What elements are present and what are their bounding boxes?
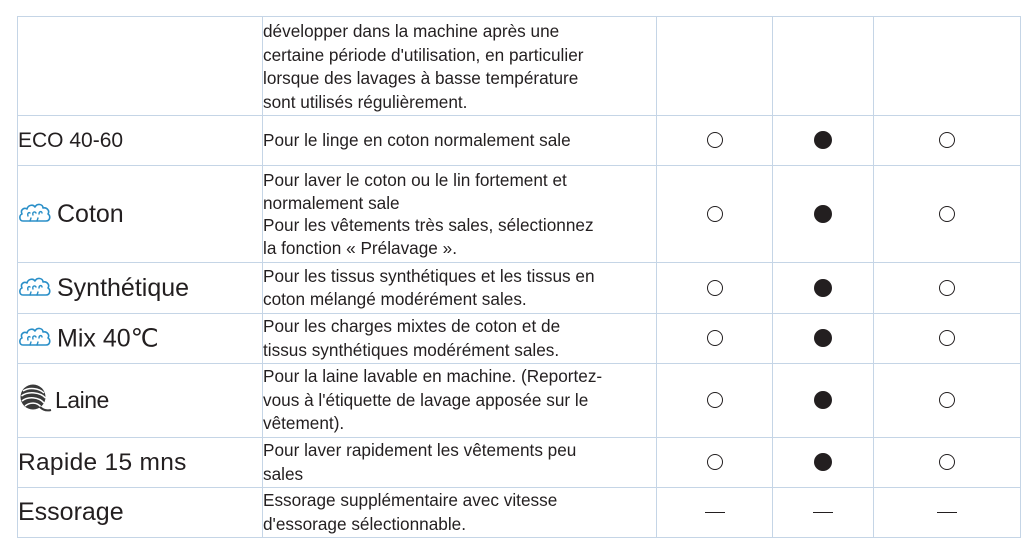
option-cell — [874, 488, 1021, 538]
table-row — [18, 17, 1021, 116]
program-description: Pour laver le coton ou le lin fortement et normalement sale Pour les vêtements très sales, sélectionnez la fonction « Prélavage ». — [263, 166, 657, 263]
option-cell — [657, 438, 773, 488]
open-circle-icon — [939, 392, 955, 408]
cloud-stain-icon — [18, 199, 54, 230]
open-circle-icon — [707, 392, 723, 408]
option-cell — [874, 17, 1021, 116]
option-cell — [773, 116, 874, 166]
program-name: Laine — [55, 387, 109, 413]
option-cell — [657, 314, 773, 364]
option-cell — [773, 488, 874, 538]
option-cell — [773, 364, 874, 438]
open-circle-icon — [707, 206, 723, 222]
option-cell — [773, 314, 874, 364]
option-cell — [773, 17, 874, 116]
open-circle-icon — [707, 330, 723, 346]
program-name-cell — [18, 488, 263, 538]
table-row — [18, 166, 1021, 263]
program-name-cell — [18, 364, 263, 438]
program-description: Pour la laine lavable en machine. (Reportez- vous à l'étiquette de lavage apposée sur le vêtement). — [263, 364, 657, 438]
program-description: Pour le linge en coton normalement sale — [263, 116, 657, 166]
filled-circle-icon — [814, 329, 832, 347]
option-cell — [874, 116, 1021, 166]
open-circle-icon — [939, 454, 955, 470]
open-circle-icon — [707, 132, 723, 148]
dash-icon — [705, 512, 725, 513]
program-description: développer dans la machine après une certaine période d'utilisation, en particulier lorsque des lavages à basse température sont utilisés régulièrement. — [263, 17, 657, 116]
option-cell — [657, 488, 773, 538]
option-cell — [657, 116, 773, 166]
open-circle-icon — [939, 330, 955, 346]
program-name-cell — [18, 438, 263, 488]
filled-circle-icon — [814, 453, 832, 471]
program-name-cell — [18, 116, 263, 166]
table-row — [18, 364, 1021, 438]
option-cell — [657, 17, 773, 116]
option-cell — [773, 263, 874, 314]
cloud-stain-icon — [18, 323, 54, 354]
program-name-cell — [18, 17, 263, 116]
program-name: Mix 40℃ — [57, 324, 159, 353]
program-name: Synthétique — [57, 273, 190, 302]
program-name: Rapide 15 mns — [18, 448, 187, 476]
option-cell — [657, 364, 773, 438]
filled-circle-icon — [814, 131, 832, 149]
program-name: Coton — [57, 199, 124, 228]
table-row — [18, 116, 1021, 166]
cloud-stain-icon — [18, 273, 54, 304]
filled-circle-icon — [814, 205, 832, 223]
option-cell — [773, 438, 874, 488]
filled-circle-icon — [814, 279, 832, 297]
program-name: ECO 40-60 — [18, 128, 124, 152]
program-name-cell — [18, 263, 263, 314]
open-circle-icon — [939, 280, 955, 296]
program-description: Pour laver rapidement les vêtements peu sales — [263, 438, 657, 488]
option-cell — [657, 263, 773, 314]
option-cell — [874, 263, 1021, 314]
program-name-cell — [18, 166, 263, 263]
dash-icon — [813, 512, 833, 513]
program-description: Pour les charges mixtes de coton et de tissus synthétiques modérément sales. — [263, 314, 657, 364]
program-name-cell — [18, 314, 263, 364]
open-circle-icon — [939, 132, 955, 148]
dash-icon — [937, 512, 957, 513]
option-cell — [874, 438, 1021, 488]
option-cell — [874, 364, 1021, 438]
table-row — [18, 488, 1021, 538]
option-cell — [773, 166, 874, 263]
open-circle-icon — [707, 280, 723, 296]
option-cell — [874, 314, 1021, 364]
open-circle-icon — [939, 206, 955, 222]
wool-ball-icon — [18, 383, 52, 418]
filled-circle-icon — [814, 391, 832, 409]
option-cell — [874, 166, 1021, 263]
table-row — [18, 438, 1021, 488]
table-row — [18, 263, 1021, 314]
table-row — [18, 314, 1021, 364]
open-circle-icon — [707, 454, 723, 470]
program-description: Essorage supplémentaire avec vitesse d'essorage sélectionnable. — [263, 488, 657, 538]
option-cell — [657, 166, 773, 263]
program-description: Pour les tissus synthétiques et les tissus en coton mélangé modérément sales. — [263, 263, 657, 314]
program-table — [17, 16, 1021, 538]
program-name: Essorage — [18, 498, 124, 526]
